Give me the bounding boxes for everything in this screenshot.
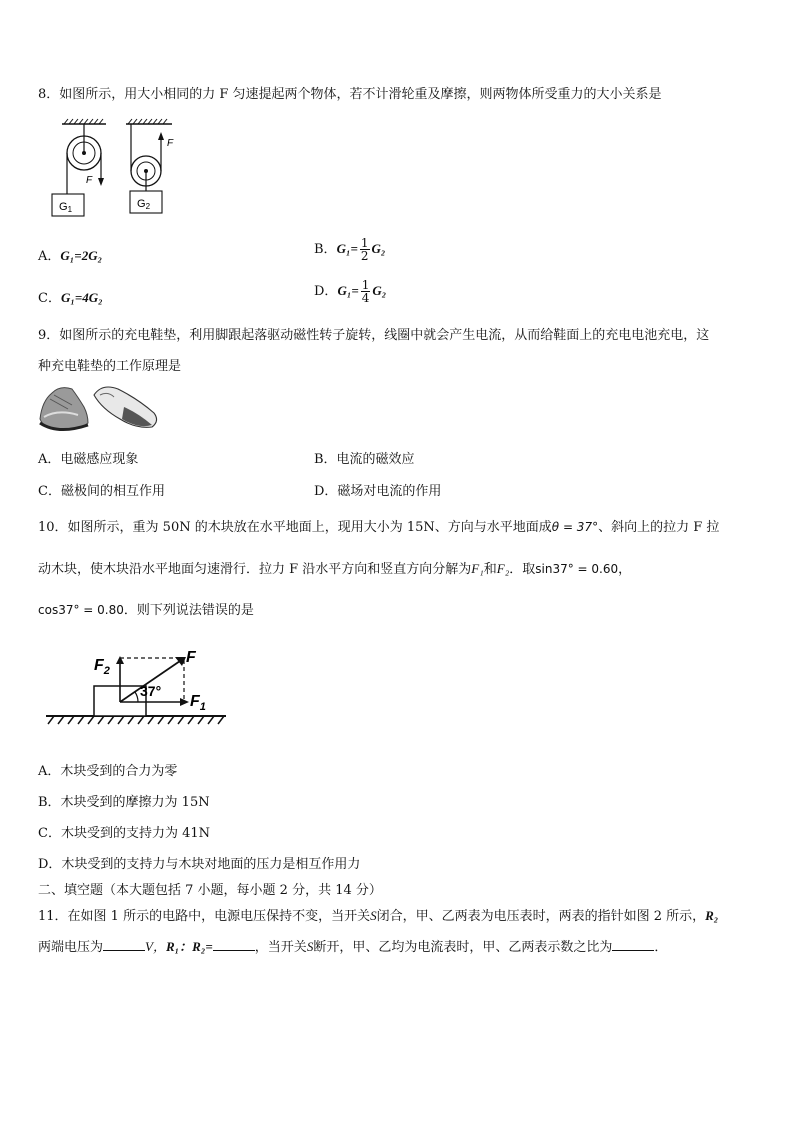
question-9-stem-line2: 种充电鞋垫的工作原理是 [38, 359, 182, 374]
question-11-stem-line2: 两端电压为 V，R₁：R₂= ，当开关S断开，甲、乙均为电流表时，甲、乙两表示数之比为 ． [38, 939, 668, 955]
question-8-stem: 8．如图所示，用大小相同的力 F 匀速提起两个物体，若不计滑轮重及摩擦，则两物体所受重力的大小关系是 [38, 87, 662, 102]
ground [46, 716, 226, 724]
q8-option-b[interactable]: B．G₁= $\frac{1}{2}$ G₂ [314, 236, 386, 263]
answer-blank-voltage[interactable] [103, 939, 145, 951]
answer-blank-ratio[interactable] [213, 939, 255, 951]
q10-option-d[interactable]: D．木块受到的支持力与木块对地面的压力是相互作用力 [38, 857, 361, 872]
weight-box-g2 [130, 191, 162, 213]
q9-option-c[interactable]: C．磁极间的相互作用 [38, 484, 165, 499]
svg-text:G2: G2 [137, 198, 151, 211]
f-label: F [186, 649, 196, 666]
q10-option-b[interactable]: B．木块受到的摩擦力为 15N [38, 795, 210, 810]
right-ceiling [126, 119, 172, 124]
f1-label: $F_1$ [190, 693, 206, 713]
q10-option-a[interactable]: A．木块受到的合力为零 [38, 764, 178, 779]
force-label-right: F [167, 138, 174, 149]
left-ceiling [62, 119, 106, 124]
section-heading-fill-in: 二、填空题（本大题包括 7 小题，每小题 2 分，共 14 分） [38, 883, 382, 898]
svg-text:G1: G1 [59, 201, 73, 214]
q9-option-d[interactable]: D．磁场对电流的作用 [314, 484, 442, 499]
question-9-stem-line1: 9．如图所示的充电鞋垫，利用脚跟起落驱动磁性转子旋转，线圈中就会产生电流，从而给鞋面上的充电电池充电，这 [38, 328, 710, 343]
question-10-stem-line1: 10．如图所示，重为 50N 的木块放在水平地面上，现用大小为 15N、方向与水平地面成θ = 37°、斜向上的拉力 F 拉 [38, 520, 720, 535]
charging-insole-figure [38, 379, 162, 437]
question-10-stem-line2: 动木块，使木块沿水平地面匀速滑行．拉力 F 沿水平方向和竖直方向分解为F₁和F₂．取sin37° = 0.60， [38, 561, 632, 577]
q8-option-a[interactable]: A．G₁=2G₂ [38, 248, 103, 264]
fraction: $\frac{1}{4}$ [361, 278, 370, 305]
q8-option-c[interactable]: C．G₁=4G₂ [38, 290, 103, 306]
q8-option-d[interactable]: D．G₁= $\frac{1}{4}$ G₂ [314, 278, 387, 305]
question-11-stem-line1: 11．在如图 1 所示的电路中，电源电压保持不变，当开关S闭合，甲、乙两表为电压表时，两表的指针如图 2 所示，R₂ [38, 908, 719, 924]
force-decomposition-figure [44, 644, 234, 732]
sneaker-image [40, 388, 88, 430]
f1-arrowhead [180, 698, 189, 706]
q9-option-a[interactable]: A．电磁感应现象 [38, 452, 139, 467]
fraction: $\frac{1}{2}$ [360, 236, 369, 263]
q10-option-c[interactable]: C．木块受到的支持力为 41N [38, 826, 210, 841]
f2-arrowhead [116, 656, 124, 664]
q9-option-b[interactable]: B．电流的磁效应 [314, 452, 415, 467]
insole-image [94, 387, 157, 427]
answer-blank-current-ratio[interactable] [612, 939, 654, 951]
weight-box-g1 [52, 194, 84, 216]
force-label-left: F [86, 175, 93, 186]
pulley-figure [44, 116, 194, 220]
movable-pulley [131, 124, 164, 194]
angle-label: 37° [140, 683, 162, 699]
question-10-stem-line3: cos37° = 0.80．则下列说法错误的是 [38, 603, 254, 618]
f2-label: $F_2$ [94, 657, 110, 677]
